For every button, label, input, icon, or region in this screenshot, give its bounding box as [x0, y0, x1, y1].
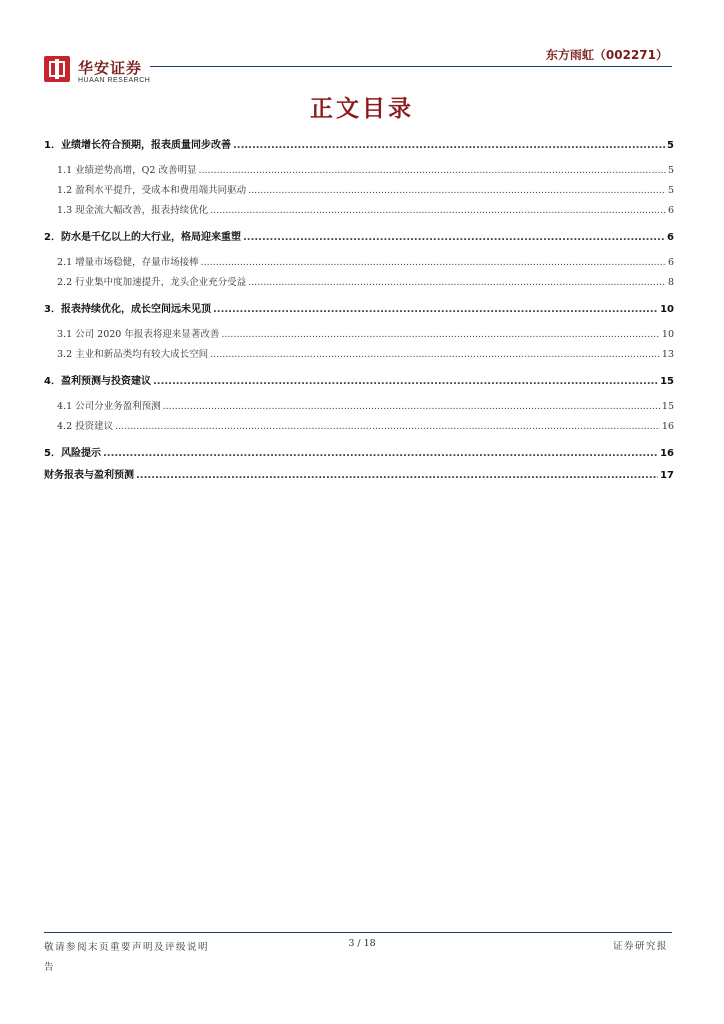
toc-entry-label: 3．报表持续优化，成长空间远未见顶: [44, 304, 211, 315]
toc-entry-page: 15: [661, 401, 674, 412]
header-divider: [150, 66, 672, 67]
toc-entry[interactable]: [44, 444, 674, 459]
toc-entry[interactable]: [44, 398, 674, 412]
toc-leader-dots: [248, 185, 666, 196]
toc-leader-dots: [213, 304, 658, 315]
toc-entry[interactable]: [44, 136, 674, 151]
toc-entry-label: 2.1 增量市场稳健，存量市场接棒: [57, 257, 199, 268]
toc-entry[interactable]: [44, 326, 674, 340]
toc-leader-dots: [210, 205, 666, 216]
disclaimer-text: 敬请参阅末页重要声明及评级说明: [44, 942, 210, 953]
toc-entry[interactable]: [44, 300, 674, 315]
toc-entry-page: 5: [667, 140, 674, 151]
toc-entry[interactable]: [44, 202, 674, 216]
toc-entry-label: 3.1 公司 2020 年报表将迎来显著改善: [57, 329, 220, 340]
toc-entry[interactable]: [44, 418, 674, 432]
toc-entry-page: 8: [667, 277, 674, 288]
toc-entry[interactable]: [44, 162, 674, 176]
toc-entry-page: 5: [667, 185, 674, 196]
toc-entry[interactable]: [44, 254, 674, 268]
toc-leader-dots: [198, 165, 665, 176]
toc-leader-dots: [103, 448, 658, 459]
toc-entry-page: 6: [667, 257, 674, 268]
disclaimer-tail: 告: [44, 962, 56, 973]
toc-entry-label: 2．防水是千亿以上的大行业，格局迎来重塑: [44, 232, 241, 243]
report-type: 证券研究报: [612, 941, 668, 952]
toc-entry-label: 4.1 公司分业务盈利预测: [57, 401, 161, 412]
toc-leader-dots: [233, 140, 665, 151]
toc-leader-dots: [153, 376, 658, 387]
toc-entry-page: 13: [661, 349, 674, 360]
toc-entry-page: 10: [661, 329, 674, 340]
toc-entry[interactable]: [44, 372, 674, 387]
page-number: 3 / 18: [348, 938, 376, 949]
brand-english: HUAAN RESEARCH: [78, 77, 151, 84]
toc-entry-page: 10: [660, 304, 674, 315]
toc-entry-page: 16: [661, 421, 674, 432]
toc-entry[interactable]: [44, 228, 674, 243]
toc-leader-dots: [248, 277, 666, 288]
toc-entry-label: 1．业绩增长符合预期，报表质量同步改善: [44, 140, 231, 151]
toc-entry-page: 6: [667, 232, 674, 243]
footer-divider: [44, 932, 672, 933]
toc-entry-label: 5．风险提示: [44, 448, 101, 459]
toc-leader-dots: [136, 470, 658, 481]
toc-leader-dots: [115, 421, 660, 432]
toc-entry-label: 4.2 投资建议: [57, 421, 114, 432]
toc-entry[interactable]: [44, 466, 674, 481]
toc-entry-label: 1.1 业绩逆势高增，Q2 改善明显: [57, 165, 197, 176]
toc-entry-label: 3.2 主业和新品类均有较大成长空间: [57, 349, 209, 360]
toc-leader-dots: [163, 401, 660, 412]
toc-leader-dots: [201, 257, 666, 268]
toc-entry-page: 17: [660, 470, 674, 481]
toc-leader-dots: [221, 329, 660, 340]
toc-entry-page: 16: [660, 448, 674, 459]
toc-leader-dots: [243, 232, 665, 243]
toc-entry-label: 1.3 现金流大幅改善，报表持续优化: [57, 205, 209, 216]
stock-label: 东方雨虹（002271）: [545, 48, 668, 62]
toc-entry-label: 1.2 盈利水平提升，受成本和费用端共同驱动: [57, 185, 247, 196]
toc-entry[interactable]: [44, 346, 674, 360]
toc-entry[interactable]: [44, 274, 674, 288]
toc-leader-dots: [210, 349, 660, 360]
toc-entry[interactable]: [44, 182, 674, 196]
page-title: 正文目录: [310, 96, 414, 122]
toc-entry-page: 15: [660, 376, 674, 387]
toc-entry-label: 4．盈利预测与投资建议: [44, 376, 151, 387]
toc-entry-label: 财务报表与盈利预测: [44, 470, 134, 481]
brand-name: 华安证券: [78, 59, 143, 77]
toc-entry-page: 5: [667, 165, 674, 176]
huaan-logo-icon: [44, 56, 70, 82]
toc-entry-label: 2.2 行业集中度加速提升，龙头企业充分受益: [57, 277, 247, 288]
toc-entry-page: 6: [667, 205, 674, 216]
